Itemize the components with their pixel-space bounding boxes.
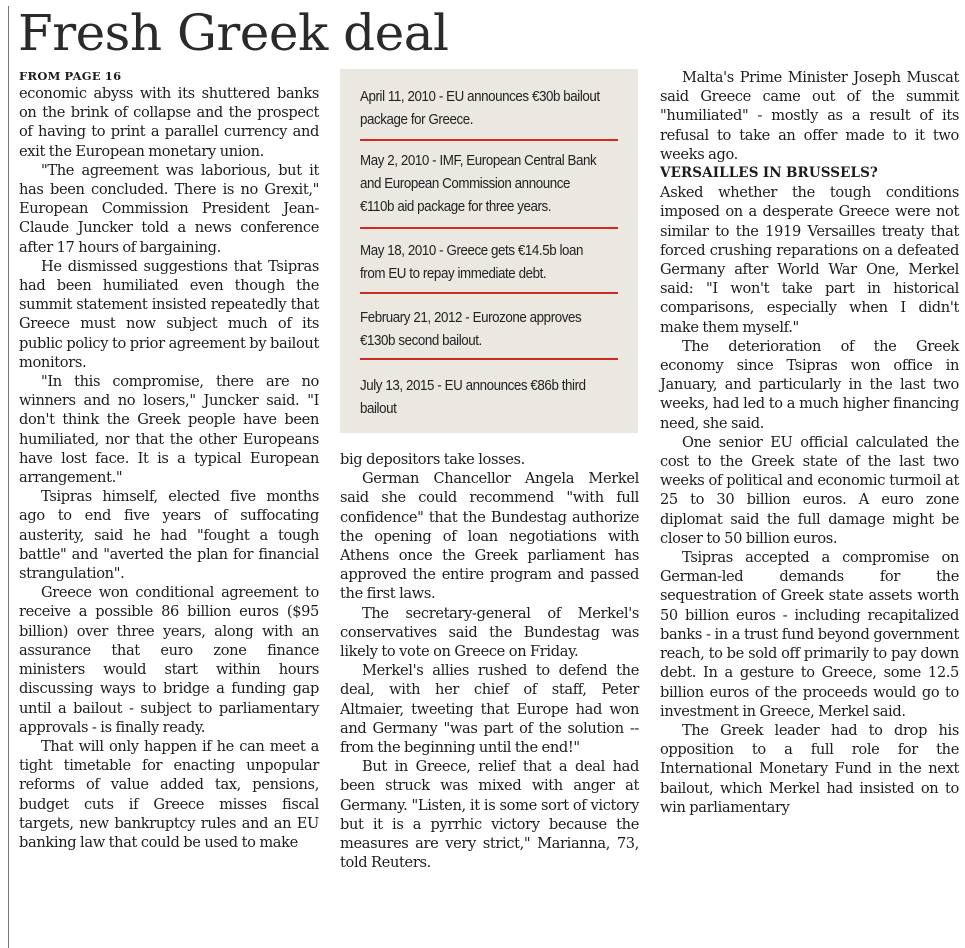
paragraph: German Chancellor Angela Merkel said she could recommend "with full confidence" that the Bundestag authorize the opening of loan negotiations with Athens once the Greek parliament has approved the entire program and passed the first laws. <box>340 470 639 603</box>
timeline-divider <box>360 292 618 294</box>
timeline-entry: May 18, 2010 - Greece gets €14.5b loan from EU to repay immediate debt. <box>360 243 584 282</box>
paragraph: The Greek leader had to drop his opposition to a full role for the International Monetary Fund in the next bailout, which Merkel had insisted on to win parliamentary <box>660 721 959 816</box>
paragraph: One senior EU official calculated the cost to the Greek state of the last two weeks of political and economic turmoil at 25 to 30 billion euros. A euro zone diplomat said the full damage might be closer to 50 billion euros. <box>660 433 959 547</box>
timeline-divider <box>360 227 618 229</box>
paragraph: Tsipras himself, elected five months ago to end five years of suffocating austerity, said he had "fought a tough battle" and "averted the plan for financial strangulation". <box>19 488 319 583</box>
paragraph: economic abyss with its shuttered banks on the brink of collapse and the prospect of having to print a parallel currency and exit the European monetary union. <box>19 85 319 160</box>
paragraph: Greece won conditional agreement to receive a possible 86 billion euros ($95 billion) over three years, along with an assurance that euro zone finance ministers would start within hours discussing ways to bridge a funding gap until a bailout - subject to parliamentary approvals - is finally ready. <box>19 584 319 736</box>
bailout-timeline-box <box>340 69 638 433</box>
timeline-entry: April 11, 2010 - EU announces €30b bailout package for Greece. <box>360 89 600 128</box>
headline: Fresh Greek deal <box>18 4 449 62</box>
timeline-entry: July 13, 2015 - EU announces €86b third bailout <box>360 378 586 417</box>
article-column-1 <box>19 68 319 852</box>
from-page-label: FROM PAGE 16 <box>19 69 122 83</box>
column-divider-left <box>8 6 9 948</box>
paragraph: But in Greece, relief that a deal had been struck was mixed with anger at Germany. "Listen, it is some sort of victory but it is a pyrrhic victory because the measures are very strict," Marianna, 73, told Reuters. <box>340 758 639 872</box>
paragraph: That will only happen if he can meet a tight timetable for enacting unpopular reforms of value added tax, pensions, budget cuts if Greece misses fiscal targets, new bankruptcy rules and an EU banking law that could be used to make <box>19 737 319 851</box>
timeline-entry: February 21, 2012 - Eurozone approves €130b second bailout. <box>360 310 582 349</box>
paragraph: Merkel's allies rushed to defend the deal, with her chief of staff, Peter Altmaier, tweeting that Europe had won and Germany "was part of the solution -- from the beginning until the end!" <box>340 662 639 757</box>
timeline-divider <box>360 358 618 360</box>
paragraph: The deterioration of the Greek economy since Tsipras won office in January, and particularly in the last two weeks, had led to a much higher financing need, she said. <box>660 337 959 432</box>
paragraph: "In this compromise, there are no winners and no losers," Juncker said. "I don't think the Greek people have been humiliated, nor that the other Europeans have lost face. It is a typical European arrangement." <box>19 373 319 487</box>
paragraph: big depositors take losses. <box>340 451 525 468</box>
paragraph: He dismissed suggestions that Tsipras had been humiliated even though the summit statement insisted repeatedly that Greece must now subject much of its public policy to prior agreement by bailout monitors. <box>19 257 319 371</box>
article-column-2 <box>340 450 639 872</box>
subhead: VERSAILLES IN BRUSSELS? <box>660 165 878 182</box>
paragraph: Asked whether the tough conditions imposed on a desperate Greece were not similar to the 1919 Versailles treaty that forced crushing reparations on a defeated Germany after World War One, Merkel said: "I won't take part in historical comparisons, especially when I didn't make them myself." <box>660 184 959 336</box>
paragraph: Malta's Prime Minister Joseph Muscat said Greece came out of the summit "humiliated" - mostly as a result of its refusal to take an offer made to it two weeks ago. <box>660 69 959 163</box>
timeline-divider <box>360 139 618 141</box>
paragraph: Tsipras accepted a compromise on German-led demands for the sequestration of Greek state assets worth 50 billion euros - including recapitalized banks - in a trust fund beyond government reach, to be sold off primarily to pay down debt. In a gesture to Greece, some 12.5 billion euros of the proceeds would go to investment in Greece, Merkel said. <box>660 549 959 720</box>
paragraph: The secretary-general of Merkel's conservatives said the Bundestag was likely to vote on Greece on Friday. <box>340 604 639 661</box>
article-column-3 <box>660 68 959 817</box>
paragraph: "The agreement was laborious, but it has been concluded. There is no Grexit," European Commission President Jean-Claude Juncker told a news conference after 17 hours of bargaining. <box>19 161 319 256</box>
timeline-entry: May 2, 2010 - IMF, European Central Bank and European Commission announce €110b aid package for three years. <box>360 153 597 215</box>
